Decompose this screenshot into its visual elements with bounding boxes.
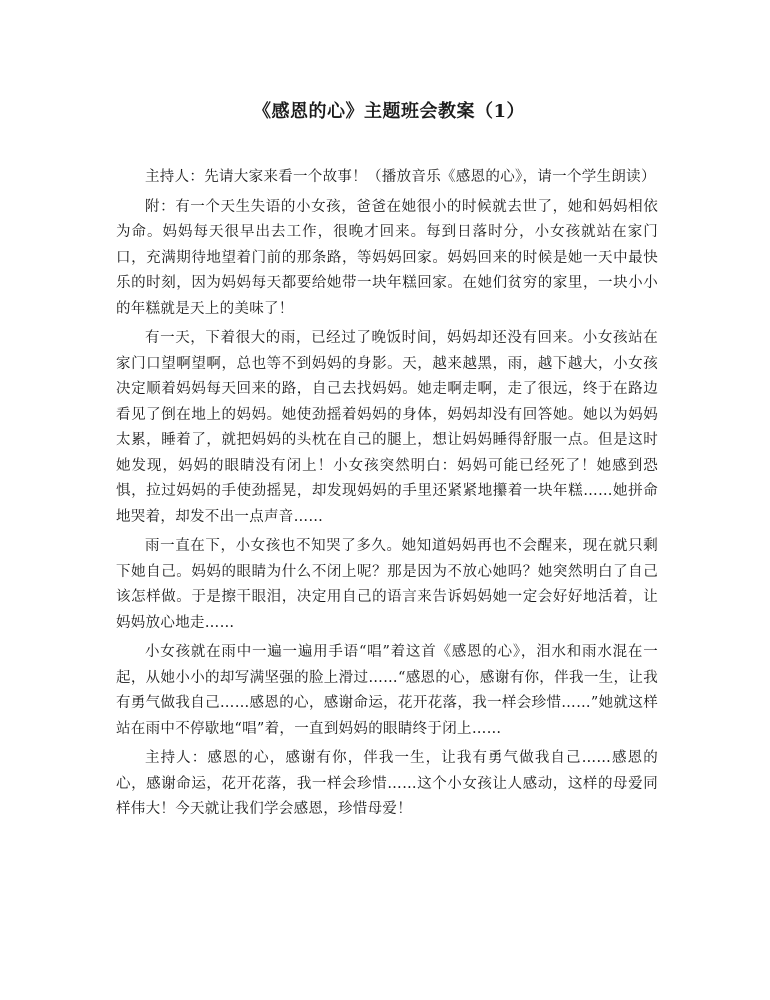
paragraph-story-decision: 雨一直在下，小女孩也不知哭了多久。她知道妈妈再也不会醒来，现在就只剩下她自己。妈妈的眼睛为什么不闭上呢？那是因为不放心她吗？她突然明白了自己该怎样做。于是擦干眼泪，决定用自己的语言来告诉妈妈她一定会好好地活着，让妈妈放心地走……	[116, 538, 658, 631]
paragraph-story-opening: 附：有一个天生失语的小女孩，爸爸在她很小的时候就去世了，她和妈妈相依为命。妈妈每天很早出去工作，很晚才回来。每到日落时分，小女孩就站在家门口，充满期待地望着门前的那条路，等妈妈回家。妈妈回来的时候是她一天中最快乐的时刻，因为妈妈每天都要给她带一块年糕回家。在她们贫穷的家里，一块小小的年糕就是天上的美味了！	[116, 198, 658, 317]
paragraph-story-rainy-day: 有一天，下着很大的雨，已经过了晚饭时间，妈妈却还没有回来。小女孩站在家门口望啊望啊，总也等不到妈妈的身影。天，越来越黑，雨，越下越大，小女孩决定顺着妈妈每天回来的路，自己去找妈妈。她走啊走啊，走了很远，终于在路边看见了倒在地上的妈妈。她使劲摇着妈妈的身体，妈妈却没有回答她。她以为妈妈太累，睡着了，就把妈妈的头枕在自己的腿上，想让妈妈睡得舒服一点。但是这时她发现，妈妈的眼睛没有闭上！小女孩突然明白：妈妈可能已经死了！她感到恐惧，拉过妈妈的手使劲摇晃，却发现妈妈的手里还紧紧地攥着一块年糕……她拼命地哭着，却发不出一点声音……	[116, 330, 658, 525]
document-title: 《感恩的心》主题班会教案（1）	[252, 101, 526, 122]
paragraph-host-conclusion: 主持人：感恩的心，感谢有你，伴我一生，让我有勇气做我自己……感恩的心，感谢命运，花开花落，我一样会珍惜……这个小女孩让人感动，这样的母爱同样伟大！今天就让我们学会感恩，珍惜母爱！	[116, 750, 658, 817]
paragraph-host-intro: 主持人：先请大家来看一个故事！（播放音乐《感恩的心》，请一个学生朗读）	[145, 169, 656, 185]
paragraph-story-singing: 小女孩就在雨中一遍一遍用手语“唱”着这首《感恩的心》，泪水和雨水混在一起，从她小小的却写满坚强的脸上滑过……“感恩的心，感谢有你，伴我一生，让我有勇气做我自己……感恩的心，感谢命运，花开花落，我一样会珍惜……”她就这样站在雨中不停歇地“唱”着，一直到妈妈的眼睛终于闭上……	[116, 644, 658, 737]
